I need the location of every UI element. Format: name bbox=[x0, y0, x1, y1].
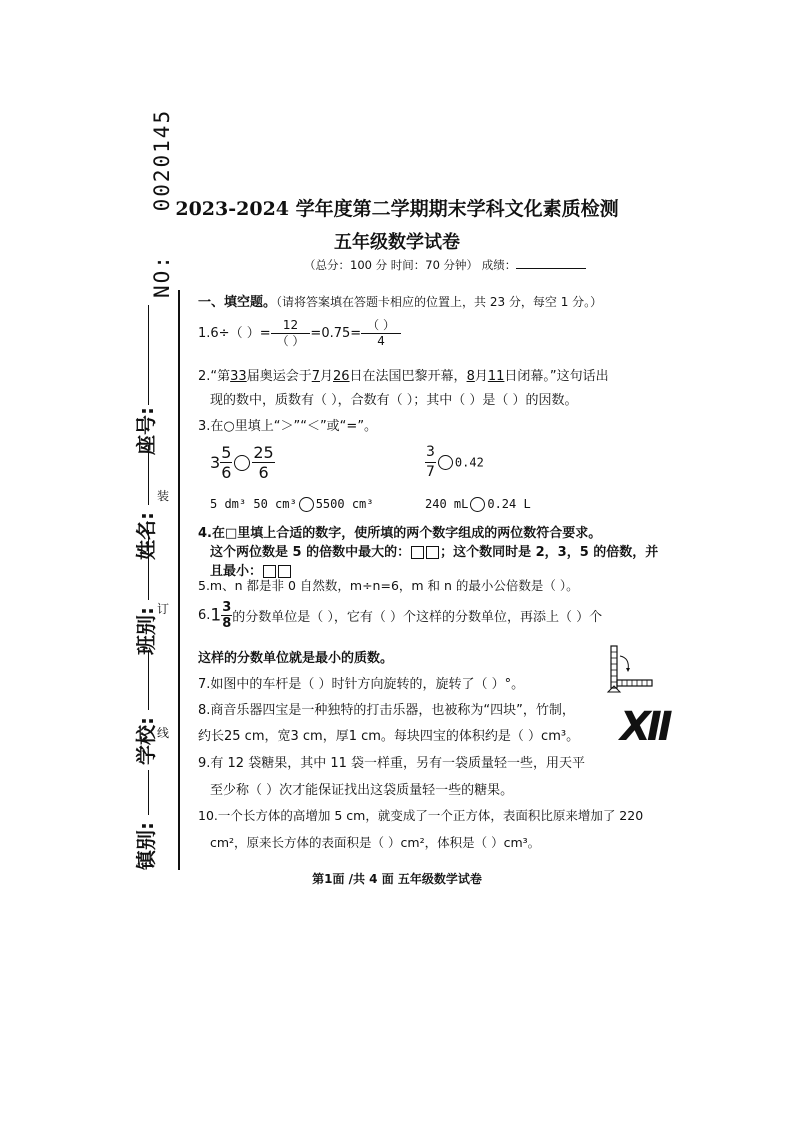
question-6-line2: 这样的分数单位就是最小的质数。 bbox=[198, 651, 394, 666]
question-4-line2: 这个两位数是 5 的倍数中最大的： ；这个数同时是 2，3，5 的倍数，并 bbox=[210, 545, 659, 560]
question-5: 5.m、n 都是非 0 自然数，m÷n=6，m 和 n 的最小公倍数是（ ）。 bbox=[198, 578, 579, 593]
question-3: 3.在○里填上“＞”“＜”或“=”。 bbox=[198, 419, 378, 434]
q3-compare-a: 3 $\frac{5}{6}$ $\frac{25}{6}$ bbox=[210, 443, 274, 482]
binding-char-ding: 订 bbox=[157, 602, 170, 616]
q1-fraction-1: $\frac{12}{( )}$ bbox=[271, 318, 311, 349]
class-blank[interactable] bbox=[148, 530, 149, 600]
question-1: 1.6÷（ ）= $\frac{12}{( )}$ =0.75= $\frac{( )}{4}$ bbox=[198, 318, 401, 349]
q3-circle-b[interactable] bbox=[438, 455, 453, 470]
q3-compare-b: $\frac{3}{7}$ 0.42 bbox=[426, 444, 484, 480]
barrier-rotation-figure bbox=[604, 642, 654, 694]
q3-circle-d[interactable] bbox=[470, 497, 485, 512]
binding-line bbox=[178, 290, 180, 870]
question-2-line2: 现的数中，质数有（ ），合数有（ ）；其中（ ）是（ ）的因数。 bbox=[210, 393, 578, 408]
question-10-line2: cm²，原来长方体的表面积是（ ）cm²，体积是（ ）cm³。 bbox=[210, 835, 541, 850]
school-label: 学校: bbox=[134, 717, 158, 765]
q3-compare-d: 240 mL 0.24 L bbox=[425, 497, 531, 511]
question-7: 7.如图中的车杆是（ ）时针方向旋转的，旋转了（ ）°。 bbox=[198, 677, 525, 692]
question-10-line1: 10.一个长方体的高增加 5 cm，就变成了一个正方体，表面积比原来增加了 220 bbox=[198, 808, 644, 823]
serial-number: NO: 0020145 bbox=[150, 108, 174, 298]
exam-title: 2023-2024 学年度第二学期期末学科文化素质检测 bbox=[175, 198, 619, 220]
section-heading bbox=[198, 291, 602, 310]
section-title: 一、填空题。 bbox=[198, 295, 277, 310]
question-4-line3: 且最小： bbox=[210, 560, 292, 579]
question-8-line1: 8.商音乐器四宝是一种独特的打击乐器，也被称为“四块”，竹制， bbox=[198, 703, 575, 718]
q1-fraction-2: $\frac{( )}{4}$ bbox=[361, 318, 401, 349]
seat-blank[interactable] bbox=[148, 305, 149, 405]
handwritten-score-mark: XII bbox=[620, 704, 669, 750]
class-label: 班别: bbox=[134, 607, 158, 655]
q3-compare-c: 5 dm³ 50 cm³ 5500 cm³ bbox=[210, 497, 374, 511]
question-6-line1: 6.1 $\frac{3}{8}$ 的分数单位是（ ），它有（ ）个这样的分数单位，再添上（ ）个 bbox=[198, 600, 603, 631]
name-blank[interactable] bbox=[148, 445, 149, 505]
town-label: 镇别: bbox=[134, 822, 158, 870]
q4-box-1[interactable] bbox=[411, 546, 424, 559]
exam-meta bbox=[304, 257, 586, 273]
question-4-line1: 4.在□里填上合适的数字，使所填的两个数字组成的两位数符合要求。 bbox=[198, 526, 602, 541]
binding-char-xian: 线 bbox=[157, 726, 170, 740]
school-blank[interactable] bbox=[148, 650, 149, 710]
question-9-line1: 9.有 12 袋糖果，其中 11 袋一样重，另有一袋质量轻一些，用天平 bbox=[198, 756, 586, 771]
exam-meta-text: （总分：100 分 时间：70 分钟） 成绩： bbox=[304, 258, 517, 272]
section-instruction: （请将答案填在答题卡相应的位置上，共 23 分，每空 1 分。） bbox=[276, 295, 603, 309]
seat-label: 座号: bbox=[134, 407, 158, 455]
exam-subtitle: 五年级数学试卷 bbox=[334, 232, 460, 253]
question-9-line2: 至少称（ ）次才能保证找出这袋质量轻一些的糖果。 bbox=[210, 783, 514, 798]
page-footer: 第1面 /共 4 面 五年级数学试卷 bbox=[312, 872, 482, 886]
question-2-line1: 2.“第33届奥运会于7月26日在法国巴黎开幕，8月11日闭幕。”这句话出 bbox=[198, 369, 609, 384]
binding-char-zhuang: 装 bbox=[157, 489, 170, 503]
score-blank[interactable] bbox=[516, 258, 586, 269]
town-blank[interactable] bbox=[148, 770, 149, 815]
question-8-line2: 约长25 cm，宽3 cm，厚1 cm。每块四宝的体积约是（ ）cm³。 bbox=[198, 729, 580, 744]
q3-circle-a[interactable] bbox=[234, 455, 250, 471]
name-label: 姓名: bbox=[134, 512, 158, 560]
q4-box-2[interactable] bbox=[426, 546, 439, 559]
q3-circle-c[interactable] bbox=[299, 497, 314, 512]
